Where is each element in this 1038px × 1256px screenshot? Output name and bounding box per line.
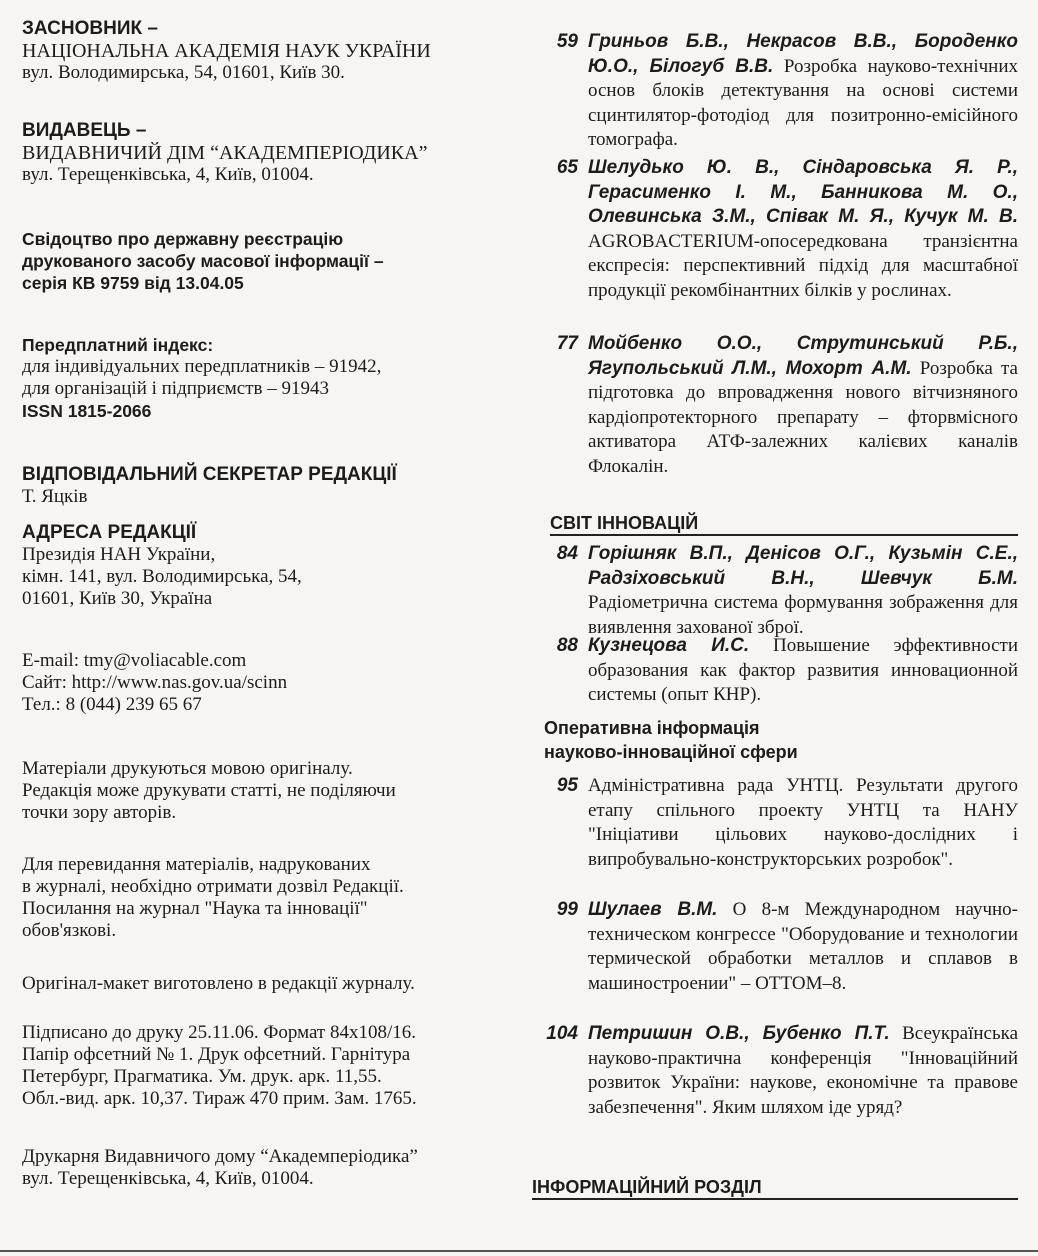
secretary-block [22, 464, 397, 508]
address-line: кімн. 141, вул. Володимирська, 54, [22, 566, 302, 587]
toc-authors: Шелудько Ю. В., Сіндаровська Я. Р., Герасименко І. М., Банникова М. О., Олевинська З.М., Співак М. Я., Кучук М. В. [588, 157, 1018, 227]
publisher-heading: ВИДАВЕЦЬ – [22, 120, 147, 141]
toc-page-number: 104 [546, 1023, 578, 1044]
toc-title: О 8-м Международном научно-техническом конгрессе "Оборудование и технологии термической обработки металлов и сплавов в машиностроении" – ОТТОМ–8. [588, 899, 1018, 994]
note-line: Підписано до друку 25.11.06. Формат 84x108/16. [22, 1022, 416, 1043]
note-line: Для перевидання матеріалів, надрукованих [22, 854, 371, 875]
toc-authors: Гриньов Б.В., Некрасов В.В., Бороденко Ю.О., Білогуб В.В. [588, 31, 1018, 77]
toc-title: Розробка та підготовка до впровадження нового вітчизняного кардіопротекторного препарату – фторвмісного активатора АТФ-залежних калієвих каналів Флокалін. [588, 357, 1018, 477]
toc-entry[interactable] [530, 542, 1018, 640]
founder-heading: ЗАСНОВНИК – [22, 18, 158, 39]
issn: ISSN 1815-2066 [22, 401, 152, 421]
certificate-line: серія КВ 9759 від 13.04.05 [22, 273, 244, 293]
toc-page-number: 77 [556, 333, 578, 354]
section-heading-line: науково-інноваційної сфери [544, 742, 798, 762]
subscription-individual: для індивідуальних передплатників – 91942, [22, 356, 382, 377]
note-line: в журналі, необхідно отримати дозвіл Редакції. [22, 876, 404, 897]
address-line: Президія НАН України, [22, 544, 216, 565]
note-line: вул. Терещенківська, 4, Київ, 01004. [22, 1168, 314, 1189]
note-line: Посилання на журнал "Наука та інновації" [22, 898, 368, 919]
subscription-heading: Передплатний індекс: [22, 335, 214, 355]
publisher-address: вул. Терещенківська, 4, Київ, 01004. [22, 164, 314, 185]
note-line: Матеріали друкуються мовою оригіналу. [22, 758, 353, 779]
note-line: Обл.-вид. арк. 10,37. Тираж 470 прим. Зам. 1765. [22, 1088, 417, 1109]
subscription-org: для організацій і підприємств – 91943 [22, 378, 329, 399]
note-line: обов'язкові. [22, 920, 117, 941]
editorial-address-block [22, 522, 302, 610]
note-line: точки зору авторів. [22, 802, 177, 823]
note-line: Папір офсетний № 1. Друк офсетний. Гарнітура [22, 1044, 411, 1065]
toc-title: Радіометрична система формування зображення для виявлення захованої зброї. [588, 592, 1018, 638]
toc-page-number: 95 [556, 775, 578, 796]
note-reprint [22, 854, 404, 942]
toc-title: Повышение эффективности образования как фактор развития инновационной системы (опыт КНР). [588, 635, 1019, 705]
toc-entry[interactable] [530, 156, 1018, 303]
section-heading-line: Оперативна інформація [544, 718, 760, 738]
print-details [22, 1022, 417, 1110]
toc-title: Адміністративна рада УНТЦ. Результати другого етапу спільного проекту УНТЦ та НАНУ "Ініціативи цільових науково-дослідних і випробувально-конструкторських розробок". [588, 775, 1018, 870]
toc-entry[interactable] [530, 774, 1018, 872]
toc-page-number: 59 [556, 31, 578, 52]
registration-certificate [22, 228, 384, 294]
founder-name: НАЦІОНАЛЬНА АКАДЕМІЯ НАУК УКРАЇНИ [22, 40, 431, 62]
note-line: Редакція може друкувати статті, не поділяючи [22, 780, 396, 801]
email: E-mail: tmy@voliacable.com [22, 650, 247, 671]
note-layout [22, 973, 415, 995]
toc-page-number: 99 [556, 899, 578, 920]
address-line: 01601, Київ 30, Україна [22, 588, 213, 609]
toc-page-number: 65 [556, 157, 578, 178]
founder-address: вул. Володимирська, 54, 01601, Київ 30. [22, 62, 345, 83]
toc-entry[interactable] [530, 634, 1018, 708]
page-bottom-rule [0, 1250, 1038, 1252]
toc-authors: Шулаев В.М. [588, 899, 718, 920]
toc-authors: Горішняк В.П., Денісов О.Г., Кузьмін С.Е., Радзіховський В.Н., Шевчук Б.М. [588, 543, 1018, 589]
toc-authors: Кузнецова И.С. [588, 635, 750, 656]
subscription-block [22, 334, 381, 422]
note-line: Оригінал-макет виготовлено в редакції журналу. [22, 973, 415, 994]
toc-page-number: 88 [556, 635, 578, 656]
website: Сайт: http://www.nas.gov.ua/scinn [22, 672, 288, 693]
toc-title: Всеукраїнська науково-практична конференція "Інноваційний розвиток України: наукове, економічне та правове забезпечення". Яким шляхом іде уряд? [588, 1023, 1019, 1118]
secretary-name: Т. Яцків [22, 486, 88, 507]
toc-entry[interactable] [530, 898, 1018, 996]
note-line: Друкарня Видавничого дому “Академперіодика” [22, 1146, 418, 1167]
contacts-block [22, 650, 287, 716]
certificate-line: Свідоцтво про державну реєстрацію [22, 229, 344, 249]
publisher-block [22, 120, 427, 186]
section-heading-info: ІНФОРМАЦІЙНИЙ РОЗДІЛ [532, 1176, 1018, 1200]
phone: Тел.: 8 (044) 239 65 67 [22, 694, 202, 715]
secretary-heading: ВІДПОВІДАЛЬНИЙ СЕКРЕТАР РЕДАКЦІЇ [22, 464, 397, 485]
certificate-line: друкованого засобу масової інформації – [22, 251, 384, 271]
note-language [22, 758, 396, 824]
toc-authors: Мойбенко О.О., Струтинський Р.Б., Ягупольський Л.М., Мохорт А.М. [588, 333, 1018, 379]
section-heading-innovations: СВІТ ІННОВАЦІЙ [550, 512, 1018, 536]
section-heading-operative [544, 716, 798, 764]
toc-entry[interactable] [530, 332, 1018, 479]
founder-block [22, 18, 431, 84]
toc-title: Розробка науково-технічних основ блоків детектування на основі системи сцинтилятор-фотодіод для позитронно-емісійного томографа. [588, 55, 1018, 150]
toc-page-number: 84 [556, 543, 578, 564]
printing-house [22, 1146, 418, 1190]
editorial-address-heading: АДРЕСА РЕДАКЦІЇ [22, 522, 197, 543]
toc-entry[interactable] [530, 1022, 1018, 1120]
note-line: Петербург, Прагматика. Ум. друк. арк. 11,55. [22, 1066, 382, 1087]
toc-entry[interactable] [530, 30, 1018, 153]
publisher-name: ВИДАВНИЧИЙ ДІМ “АКАДЕМПЕРІОДИКА” [22, 142, 428, 164]
toc-authors: Петришин О.В., Бубенко П.Т. [588, 1023, 890, 1044]
toc-title: AGROBACTERIUM-опосередкована транзієнтна експресія: перспективний підхід для масштабної продукції рекомбінантних білків у рослинах. [588, 230, 1018, 301]
